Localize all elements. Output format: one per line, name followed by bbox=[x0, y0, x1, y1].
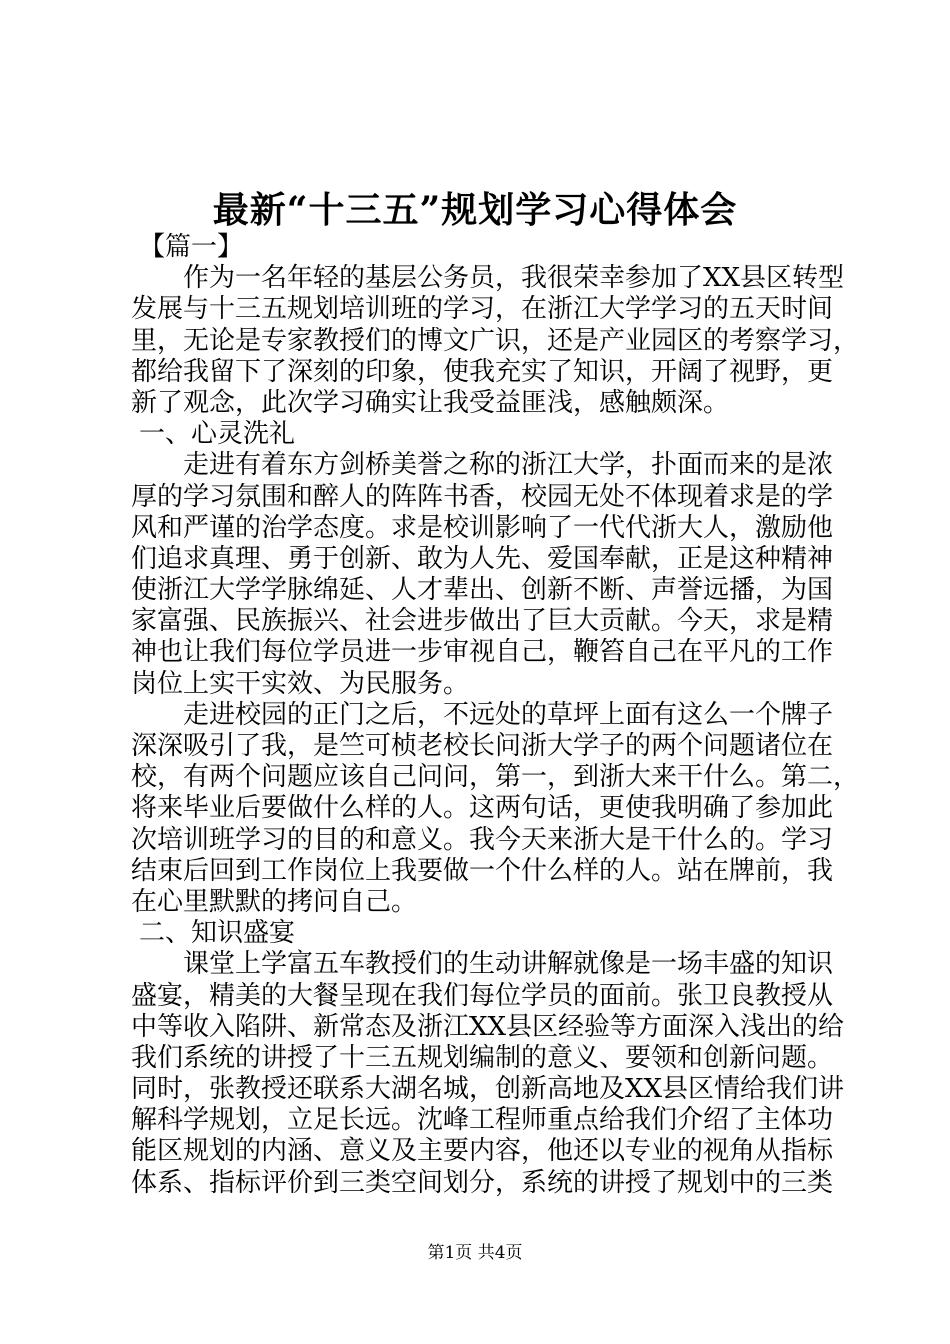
paragraph-line: 发展与十三五规划培训班的学习，在浙江大学学习的五天时间 bbox=[131, 294, 834, 325]
page-footer: 第1页 共4页 bbox=[427, 1243, 523, 1263]
paragraph-line: 厚的学习氛围和醉人的阵阵书香，校园无处不体现着求是的学 bbox=[131, 481, 834, 512]
paragraph-line: 家富强、民族振兴、社会进步做出了巨大贡献。今天，求是精 bbox=[131, 606, 834, 637]
paragraph-line: 里，无论是专家教授们的博文广识，还是产业园区的考察学习， bbox=[131, 325, 860, 356]
paragraph-line: 次培训班学习的目的和意义。我今天来浙大是干什么的。学习 bbox=[131, 824, 834, 855]
paragraph-line: 在心里默默的拷问自己。 bbox=[131, 886, 418, 917]
paragraph-line: 新了观念，此次学习确实让我受益匪浅，感触颇深。 bbox=[131, 387, 730, 418]
paragraph-line: 都给我留下了深刻的印象，使我充实了知识，开阔了视野，更 bbox=[131, 356, 834, 387]
paragraph-line: 走进校园的正门之后，不远处的草坪上面有这么一个牌子 bbox=[183, 699, 834, 730]
paragraph-line: 岗位上实干实效、为民服务。 bbox=[131, 668, 470, 699]
paragraph-line: 能区规划的内涵、意义及主要内容，他还以专业的视角从指标 bbox=[131, 1136, 834, 1167]
paragraph-line: 将来毕业后要做什么样的人。这两句话，更使我明确了参加此 bbox=[131, 793, 834, 824]
paragraph-line: 结束后回到工作岗位上我要做一个什么样的人。站在牌前，我 bbox=[131, 855, 834, 886]
paragraph-line: 同时，张教授还联系大湖名城，创新高地及XX县区情给我们讲 bbox=[131, 1074, 845, 1105]
paragraph-line: 我们系统的讲授了十三五规划编制的意义、要领和创新问题。 bbox=[131, 1042, 834, 1073]
body-text bbox=[131, 263, 860, 1199]
section-heading: 二、知识盛宴 bbox=[139, 918, 296, 949]
paragraph-line: 校，有两个问题应该自己问问，第一，到浙大来干什么。第二， bbox=[131, 762, 860, 793]
section-heading: 一、心灵洗礼 bbox=[139, 419, 296, 450]
document-body bbox=[131, 232, 860, 1199]
paragraph-line: 盛宴，精美的大餐呈现在我们每位学员的面前。张卫良教授从 bbox=[131, 980, 834, 1011]
paragraph-line: 们追求真理、勇于创新、敢为人先、爱国奉献，正是这种精神 bbox=[131, 543, 834, 574]
paragraph-line: 作为一名年轻的基层公务员，我很荣幸参加了XX县区转型 bbox=[183, 263, 845, 294]
section-label: 【篇一】 bbox=[139, 232, 244, 262]
paragraph-line: 风和严谨的治学态度。求是校训影响了一代代浙大人，激励他 bbox=[131, 512, 834, 543]
document-title: 最新“十三五”规划学习心得体会 bbox=[212, 189, 738, 231]
paragraph-line: 解科学规划，立足长远。沈峰工程师重点给我们介绍了主体功 bbox=[131, 1105, 834, 1136]
paragraph-line: 神也让我们每位学员进一步审视自己，鞭笞自己在平凡的工作 bbox=[131, 637, 834, 668]
paragraph-line: 课堂上学富五车教授们的生动讲解就像是一场丰盛的知识 bbox=[183, 949, 834, 980]
paragraph-line: 走进有着东方剑桥美誉之称的浙江大学，扑面而来的是浓 bbox=[183, 450, 834, 481]
paragraph-line: 中等收入陷阱、新常态及浙江XX县区经验等方面深入浅出的给 bbox=[131, 1011, 845, 1042]
paragraph-line: 使浙江大学学脉绵延、人才辈出、创新不断、声誉远播，为国 bbox=[131, 575, 834, 606]
paragraph-line: 体系、指标评价到三类空间划分，系统的讲授了规划中的三类 bbox=[131, 1167, 834, 1198]
paragraph-line: 深深吸引了我，是竺可桢老校长问浙大学子的两个问题诸位在 bbox=[131, 731, 834, 761]
